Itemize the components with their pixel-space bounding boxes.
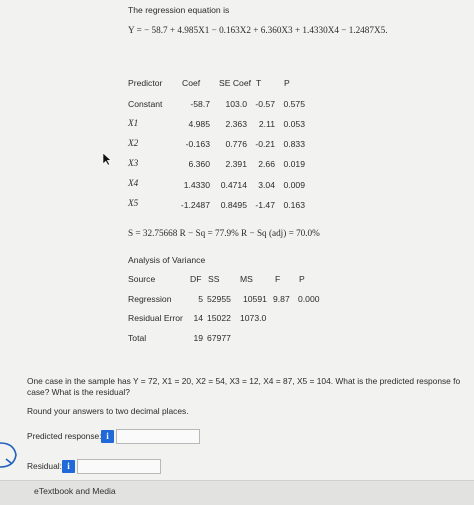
anova-ss: 15022 — [207, 313, 231, 323]
anova-title: Analysis of Variance — [128, 255, 206, 265]
se-value: 2.363 — [225, 119, 247, 129]
anova-source: Regression — [128, 294, 172, 304]
anova-df: 14 — [193, 313, 203, 323]
se-value: 0.8495 — [220, 200, 247, 210]
side-panel-tab-icon[interactable] — [0, 440, 22, 470]
regression-equation: Y = − 58.7 + 4.985X1 − 0.163X2 + 6.360X3 + 1.4330X4 − 1.2487X5. — [128, 25, 388, 35]
t-value: 3.04 — [258, 180, 275, 190]
anova-header-ss: SS — [208, 274, 220, 284]
p-value: 0.053 — [283, 119, 305, 129]
fit-statistics: S = 32.75668 R − Sq = 77.9% R − Sq (adj) = 70.0% — [128, 228, 320, 238]
header-p: P — [284, 78, 290, 88]
anova-source: Total — [128, 333, 147, 343]
se-value: 0.776 — [225, 139, 247, 149]
se-value: 103.0 — [225, 99, 247, 109]
predicted-info-button[interactable] — [101, 430, 114, 443]
t-value: -0.21 — [255, 139, 275, 149]
p-value: 0.163 — [283, 200, 305, 210]
coef-value: -0.163 — [185, 139, 210, 149]
anova-header-ms: MS — [240, 274, 253, 284]
mouse-cursor-icon — [102, 152, 112, 166]
residual-label: Residual: — [27, 461, 62, 471]
info-icon: i — [106, 431, 109, 441]
anova-header-source: Source — [128, 274, 156, 284]
header-coef: Coef — [182, 78, 201, 88]
predicted-response-input[interactable] — [116, 429, 200, 444]
header-t: T — [256, 78, 262, 88]
anova-header-df: DF — [190, 274, 202, 284]
coef-value: -1.2487 — [180, 200, 210, 210]
instruction-text: Round your answers to two decimal places. — [27, 406, 189, 416]
t-value: -1.47 — [255, 200, 275, 210]
info-icon: i — [67, 461, 70, 471]
question-line-2: case? What is the residual? — [27, 387, 130, 397]
coef-value: -58.7 — [190, 99, 210, 109]
t-value: 2.11 — [258, 119, 275, 129]
t-value: 2.66 — [258, 159, 275, 169]
se-value: 2.391 — [225, 159, 247, 169]
predictor-constant: Constant — [128, 99, 163, 109]
anova-df: 19 — [193, 333, 203, 343]
t-value: -0.57 — [255, 99, 275, 109]
anova-header-p: P — [299, 274, 305, 284]
anova-df: 5 — [198, 294, 203, 304]
predictor-x4: X4 — [128, 178, 139, 188]
predictor-x2: X2 — [128, 138, 139, 148]
predictor-x5: X5 — [128, 198, 139, 208]
coef-value: 6.360 — [188, 159, 210, 169]
p-value: 0.009 — [283, 180, 305, 190]
anova-source: Residual Error — [128, 313, 183, 323]
residual-info-button[interactable] — [62, 460, 75, 473]
etextbook-media-link[interactable]: eTextbook and Media — [34, 486, 116, 496]
coef-value: 4.985 — [188, 119, 210, 129]
anova-ms: 10591 — [243, 294, 267, 304]
p-value: 0.833 — [283, 139, 305, 149]
predicted-response-label: Predicted response: — [27, 431, 102, 441]
p-value: 0.575 — [283, 99, 305, 109]
anova-ss: 67977 — [207, 333, 231, 343]
residual-input[interactable] — [77, 459, 161, 474]
predictor-x3: X3 — [128, 158, 139, 168]
predictor-x1: X1 — [128, 118, 139, 128]
header-predictor: Predictor — [128, 78, 163, 88]
p-value: 0.019 — [283, 159, 305, 169]
anova-ss: 52955 — [207, 294, 231, 304]
intro-text: The regression equation is — [128, 5, 230, 15]
anova-ms: 1073.0 — [240, 313, 267, 323]
coef-value: 1.4330 — [183, 180, 210, 190]
anova-f: 9.87 — [273, 294, 290, 304]
se-value: 0.4714 — [220, 180, 247, 190]
header-se-coef: SE Coef — [219, 78, 252, 88]
anova-p: 0.000 — [298, 294, 320, 304]
question-line-1: One case in the sample has Y = 72, X1 = 20, X2 = 54, X3 = 12, X4 = 87, X5 = 104. What is the predicted response fo — [27, 376, 461, 386]
anova-header-f: F — [275, 274, 281, 284]
